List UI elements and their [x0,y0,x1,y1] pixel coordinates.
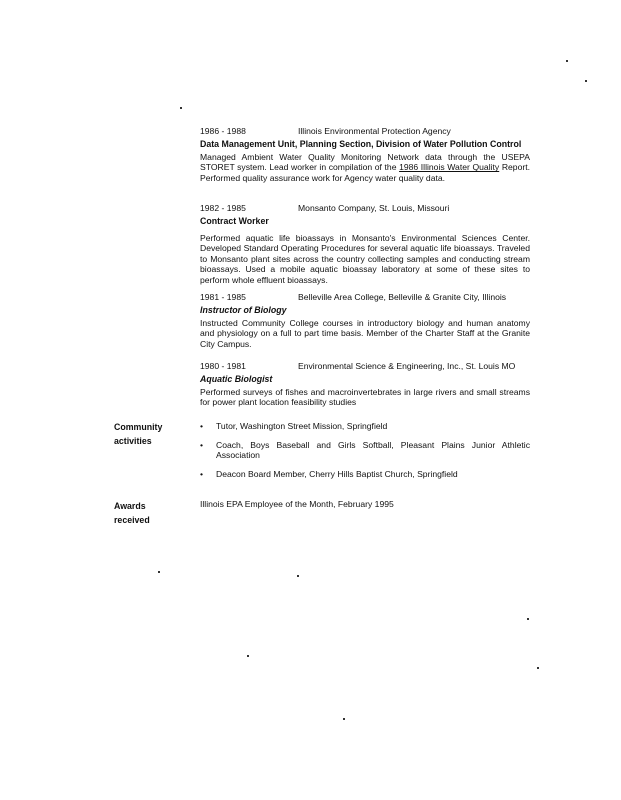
entry-header [200,126,530,136]
community-list [196,421,530,487]
scan-speck [297,575,299,577]
scan-speck [158,571,160,573]
entry-header [200,203,530,213]
entry-dates: 1986 - 1988 [200,126,246,136]
bullet-icon: • [200,421,204,431]
scan-speck [585,80,587,82]
list-item: • Tutor, Washington Street Mission, Springfield [200,421,388,431]
entry-dates: 1980 - 1981 [200,361,246,371]
scan-speck [527,618,529,620]
entry-organization: Monsanto Company, St. Louis, Missouri [298,203,450,213]
scan-speck [566,60,568,62]
experience-entry [200,203,530,285]
entry-description: Performed surveys of fishes and macroinvertebrates in large rivers and small streams for power plant location feasibility studies [200,387,530,408]
entry-header [200,292,530,302]
entry-title: Instructor of Biology [200,305,287,315]
scan-speck [343,718,345,720]
experience-entry [200,361,530,408]
entry-organization: Illinois Environmental Protection Agency [298,126,451,136]
experience-entry [200,292,530,349]
report-title: 1986 Illinois Water Quality [399,162,500,173]
list-item: • Deacon Board Member, Cherry Hills Baptist Church, Springfield [200,468,458,479]
entry-title: Aquatic Biologist [200,374,273,384]
entry-dates: 1981 - 1985 [200,292,246,302]
awards-label: Awards received [114,501,150,525]
awards-text: Illinois EPA Employee of the Month, February 1995 [200,499,394,509]
entry-dates: 1982 - 1985 [200,203,246,213]
entry-organization: Belleville Area College, Belleville & Granite City, Illinois [298,292,507,302]
entry-description: Instructed Community College courses in introductory biology and human anatomy and physiology on a full to part time basis. Member of the Charter Staff at the Granite City Campus. [200,318,530,349]
entry-description: Performed aquatic life bioassays in Monsanto's Environmental Sciences Center. Developed Standard Operating Procedures for several aquatic life bioassays. Traveled to Monsanto plant sites across the country collecting samples and conducting stream bioassays. Used a mobile aquatic bioassay laboratory at some of these sites to perform whole effluent bioassays. [200,233,530,285]
entry-title: Data Management Unit, Planning Section, Division of Water Pollution Control [200,139,522,149]
bullet-icon: • [200,468,204,479]
entry-header [200,361,530,371]
scan-speck [247,655,249,657]
scan-speck [537,667,539,669]
scan-speck [180,107,182,109]
bullet-icon: • [200,439,204,450]
list-item: • Coach, Boys Baseball and Girls Softball, Pleasant Plains Junior Athletic Association [200,439,530,461]
experience-entry [200,126,530,183]
entry-organization: Environmental Science & Engineering, Inc., St. Louis MO [298,361,516,371]
entry-description: Managed Ambient Water Quality Monitoring Network data through the USEPA STORET system. Lead worker in compilation of the 1986 Illinois Water Quality Report. Performed quality assurance work for Agency water quality data. [200,152,530,183]
entry-title: Contract Worker [200,216,269,226]
community-label: Community activities [114,422,163,446]
